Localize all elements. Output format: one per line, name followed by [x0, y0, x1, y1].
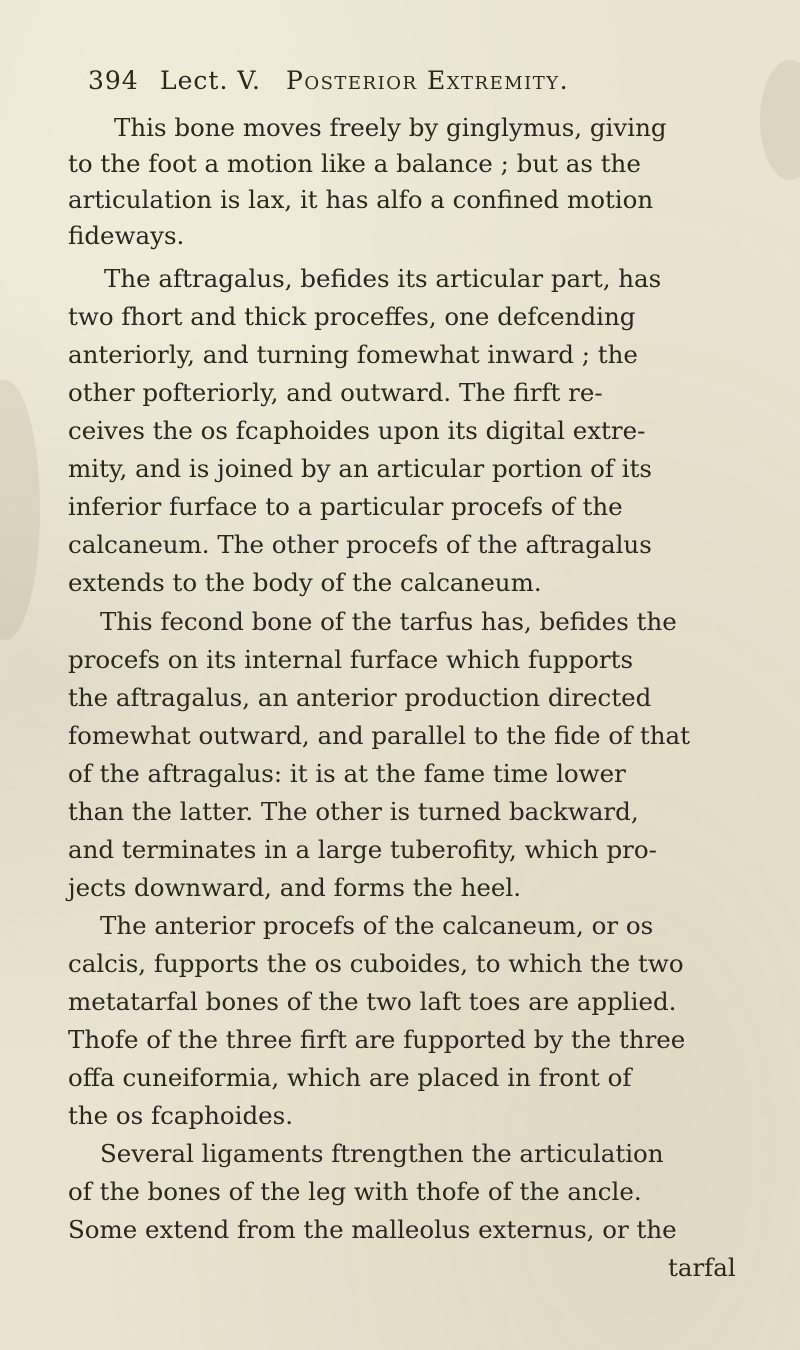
page-number: 394	[88, 66, 139, 95]
text-line: anteriorly, and turning fomewhat inward ; the	[68, 340, 638, 369]
running-head	[88, 66, 728, 106]
text-line: to the foot a motion like a balance ; but as the	[68, 149, 641, 178]
text-line: fideways.	[68, 221, 185, 250]
text-line: inferior furface to a particular procefs of the	[68, 492, 623, 521]
text-line: ceives the os fcaphoides upon its digital extre-	[68, 416, 646, 445]
lecture-label: Lect. V.	[160, 66, 261, 95]
paper-stain	[0, 380, 40, 640]
text-line: Some extend from the malleolus externus, or the	[68, 1215, 677, 1244]
text-line: other pofteriorly, and outward. The firft re-	[68, 378, 603, 407]
text-line: Thofe of the three firft are fupported by the three	[68, 1025, 686, 1054]
chapter-title: Posterior Extremity.	[286, 66, 570, 95]
text-line: calcaneum. The other procefs of the aftragalus	[68, 530, 652, 559]
text-line: offa cuneiformia, which are placed in front of	[68, 1063, 632, 1092]
text-line: calcis, fupports the os cuboides, to which the two	[68, 949, 684, 978]
text-line: extends to the body of the calcaneum.	[68, 568, 542, 597]
text-line: jects downward, and forms the heel.	[68, 873, 522, 902]
text-line: the os fcaphoides.	[68, 1101, 294, 1130]
text-line: of the bones of the leg with thofe of the ancle.	[68, 1177, 642, 1206]
catchword: tarfal	[668, 1253, 736, 1282]
paper-stain	[760, 60, 800, 180]
text-line: and terminates in a large tuberofity, which pro-	[68, 835, 657, 864]
text-line: than the latter. The other is turned backward,	[68, 797, 639, 826]
text-line: the aftragalus, an anterior production directed	[68, 683, 652, 712]
text-line: procefs on its internal furface which fupports	[68, 645, 634, 674]
text-line: Several ligaments ftrengthen the articulation	[100, 1139, 664, 1168]
text-line: metatarfal bones of the two laft toes are applied.	[68, 987, 677, 1016]
text-line: This bone moves freely by ginglymus, giving	[114, 113, 667, 142]
text-line: mity, and is joined by an articular portion of its	[68, 454, 652, 483]
text-line: articulation is lax, it has alfo a confined motion	[68, 185, 654, 214]
text-line: The anterior procefs of the calcaneum, or os	[100, 911, 654, 940]
text-line: of the aftragalus: it is at the fame time lower	[68, 759, 626, 788]
text-line: fomewhat outward, and parallel to the fide of that	[68, 721, 691, 750]
text-line: two fhort and thick proceffes, one defcending	[68, 302, 636, 331]
text-line: The aftragalus, befides its articular part, has	[104, 264, 662, 293]
text-line: This fecond bone of the tarfus has, befides the	[100, 607, 677, 636]
